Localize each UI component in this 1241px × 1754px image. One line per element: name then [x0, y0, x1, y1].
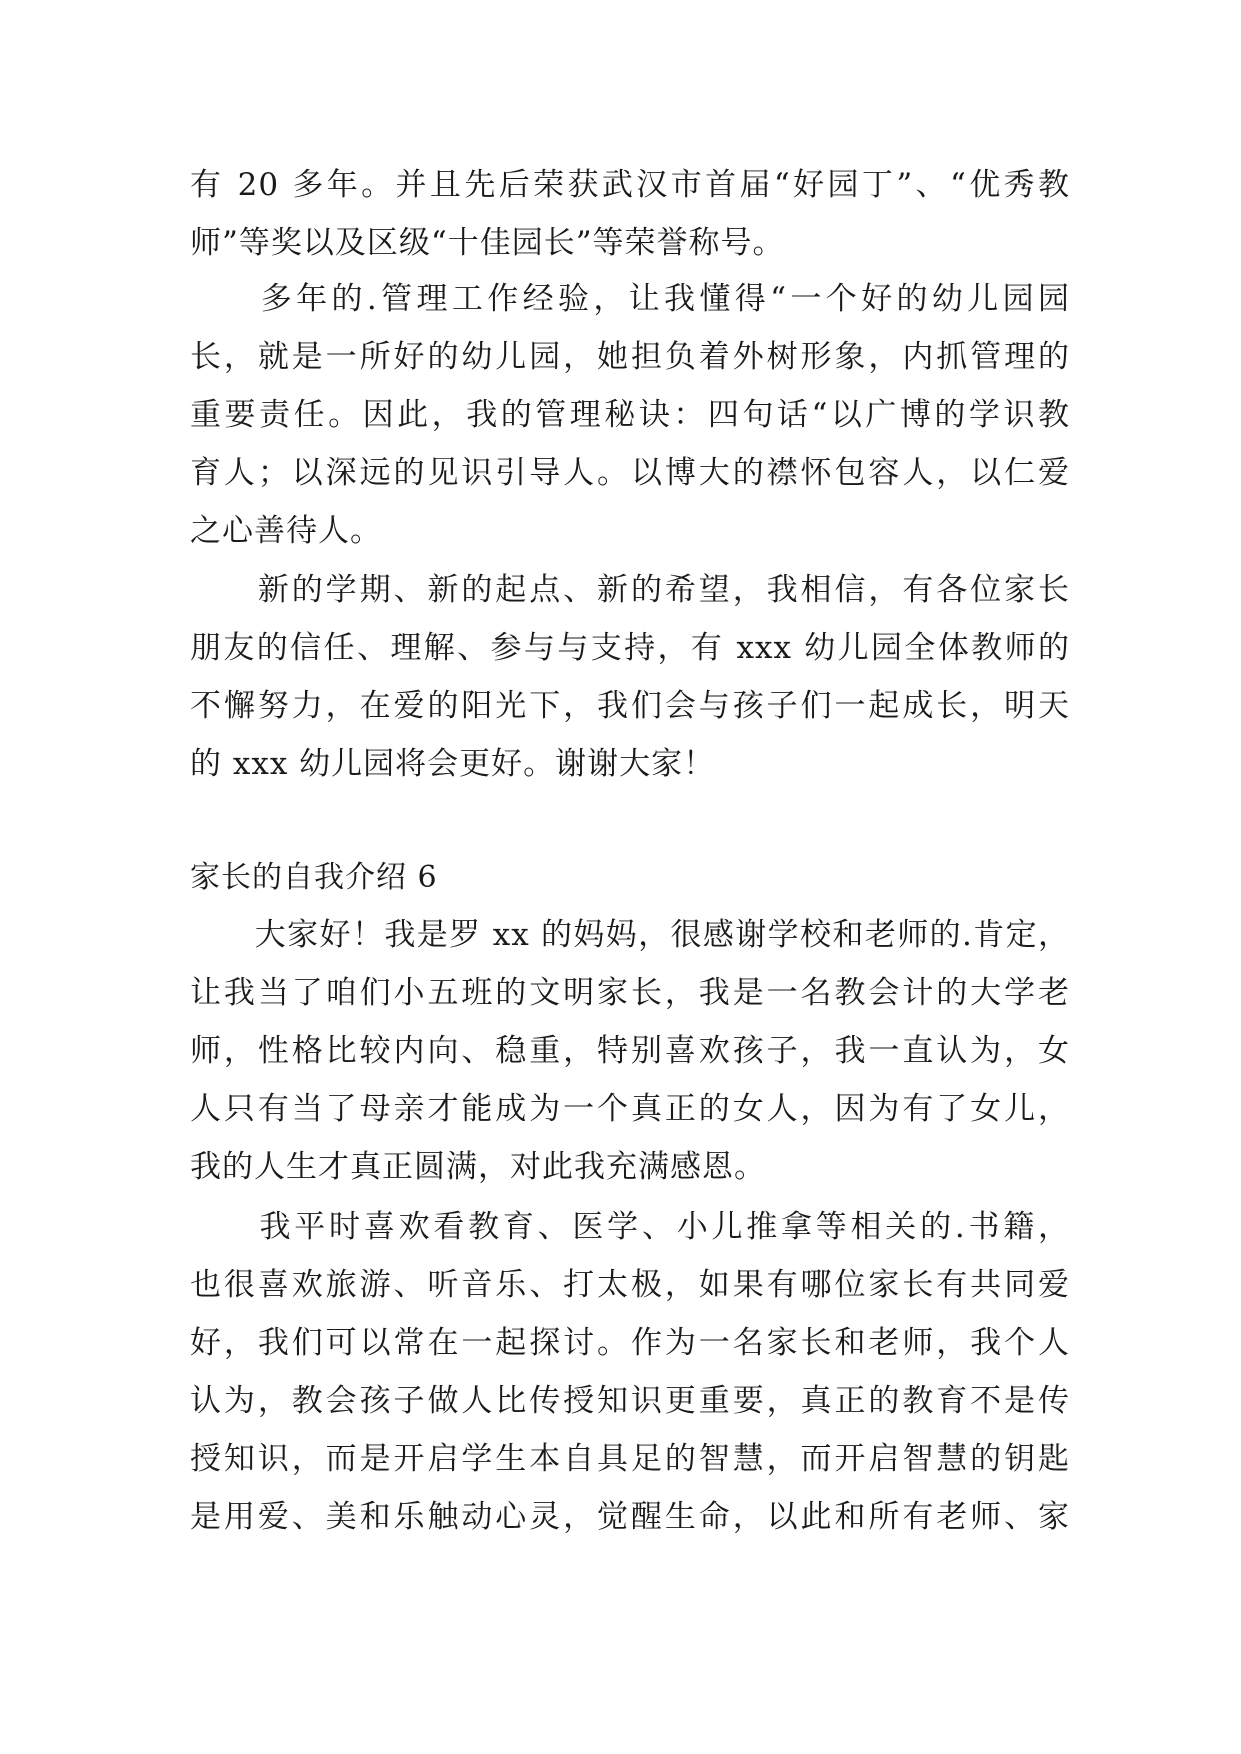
text-line: 也很喜欢旅游、听音乐、打太极，如果有哪位家长有共同爱 — [190, 1267, 1070, 1303]
text-line: 新的学期、新的起点、新的希望，我相信，有各位家长 — [190, 572, 1070, 608]
text-line: 我的人生才真正圆满，对此我充满感恩。 — [190, 1149, 766, 1185]
text-line: 有 20 多年。并且先后荣获武汉市首届“好园丁”、“优秀教 — [190, 167, 1070, 203]
text-line: 师”等奖以及区级“十佳园长”等荣誉称号。 — [190, 225, 785, 261]
text-line: 长，就是一所好的幼儿园，她担负着外树形象，内抓管理的 — [190, 339, 1070, 375]
text-line: 认为，教会孩子做人比传授知识更重要，真正的教育不是传 — [190, 1383, 1070, 1419]
text-line: 我平时喜欢看教育、医学、小儿推拿等相关的.书籍， — [190, 1209, 1070, 1245]
text-line: 重要责任。因此，我的管理秘诀：四句话“以广博的学识教 — [190, 397, 1070, 433]
text-line: 好，我们可以常在一起探讨。作为一名家长和老师，我个人 — [190, 1325, 1070, 1361]
text-line: 大家好！我是罗 xx 的妈妈，很感谢学校和老师的.肯定， — [190, 917, 1070, 953]
text-line: 之心善待人。 — [190, 513, 382, 549]
text-line: 育人；以深远的见识引导人。以博大的襟怀包容人，以仁爱 — [190, 455, 1070, 491]
text-line: 师，性格比较内向、稳重，特别喜欢孩子，我一直认为，女 — [190, 1033, 1070, 1069]
paragraph-intro-tail — [190, 156, 1070, 272]
text-line: 的 xxx 幼儿园将会更好。谢谢大家！ — [190, 746, 716, 782]
section-heading: 家长的自我介绍 6 — [190, 860, 438, 895]
text-line: 人只有当了母亲才能成为一个真正的女人，因为有了女儿， — [190, 1091, 1070, 1127]
paragraph-hobbies — [190, 1198, 1070, 1546]
text-line: 是用爱、美和乐触动心灵，觉醒生命，以此和所有老师、家 — [190, 1499, 1070, 1535]
paragraph-management — [190, 270, 1070, 560]
text-line: 多年的.管理工作经验，让我懂得“一个好的幼儿园园 — [190, 281, 1070, 317]
text-line: 让我当了咱们小五班的文明家长，我是一名教会计的大学老 — [190, 975, 1070, 1011]
text-line: 授知识，而是开启学生本自具足的智慧，而开启智慧的钥匙 — [190, 1441, 1070, 1477]
paragraph-parent-intro — [190, 906, 1070, 1196]
paragraph-new-term — [190, 561, 1070, 793]
text-line: 朋友的信任、理解、参与与支持，有 xxx 幼儿园全体教师的 — [190, 630, 1070, 666]
text-line: 不懈努力，在爱的阳光下，我们会与孩子们一起成长，明天 — [190, 688, 1070, 724]
